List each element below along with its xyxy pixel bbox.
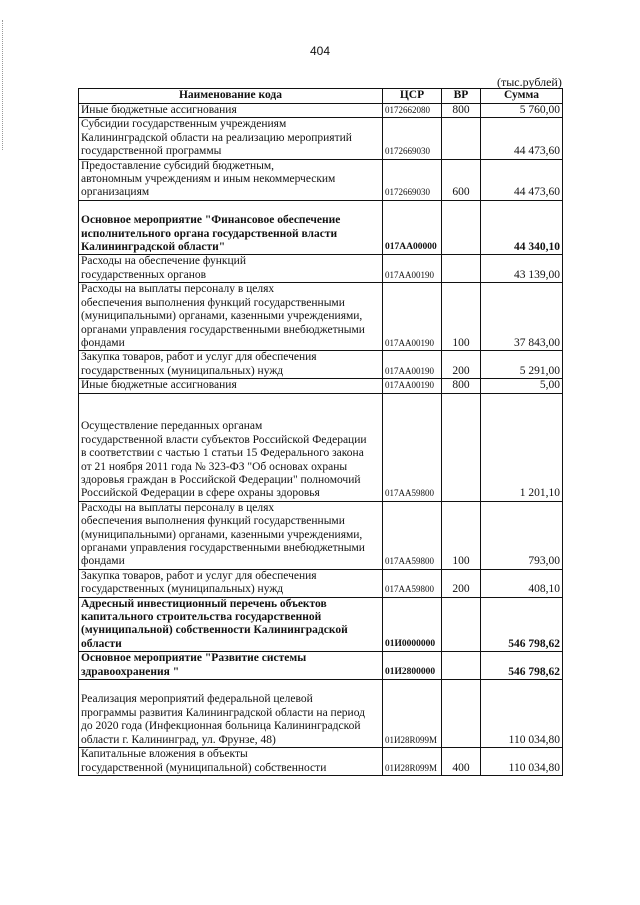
name-cell: Иные бюджетные ассигнования: [79, 104, 383, 118]
vr-cell: 200: [442, 351, 481, 379]
vr-cell: 600: [442, 159, 481, 200]
table-row: [79, 597, 563, 652]
table-row: [79, 569, 563, 597]
csr-cell: 017АА00190: [383, 283, 442, 351]
vr-cell: [442, 255, 481, 283]
table-row: [79, 159, 563, 200]
sum-cell: 793,00: [481, 501, 563, 569]
csr-cell: 01И2800000: [383, 652, 442, 680]
name-cell: Основное мероприятие "Финансовое обеспечение исполнительного органа государственной власти Калининградской области": [79, 200, 383, 255]
name-cell: Расходы на выплаты персоналу в целях обеспечения выполнения функций государственными (муниципальными) органами, казенными учреждениями, органами управления государственными внебюджетными фондами: [79, 283, 383, 351]
unit-note: (тыс.рублей): [497, 75, 562, 89]
header-csr: ЦСР: [383, 89, 442, 104]
sum-cell: 37 843,00: [481, 283, 563, 351]
budget-table: [78, 88, 563, 776]
sum-cell: 408,10: [481, 569, 563, 597]
name-cell: Закупка товаров, работ и услуг для обеспечения государственных (муниципальных) нужд: [79, 569, 383, 597]
table-header-row: [79, 89, 563, 104]
vr-cell: [442, 680, 481, 748]
sum-cell: 1 201,10: [481, 393, 563, 501]
table-row: [79, 283, 563, 351]
name-cell: Предоставление субсидий бюджетным, автономным учреждениям и иным некоммерческим организациям: [79, 159, 383, 200]
sum-cell: 110 034,80: [481, 680, 563, 748]
csr-cell: 0172669030: [383, 159, 442, 200]
table-row: [79, 652, 563, 680]
table-body: [79, 104, 563, 776]
name-cell: Осуществление переданных органам государственной власти субъектов Российской Федерации в соответствии с частью 1 статьи 15 Федерального закона от 21 ноября 2011 года № 323-ФЗ "Об основах охраны здоровья граждан в Российской Федерации" полномочий Российской Федерации в сфере охраны здоровья: [79, 393, 383, 501]
vr-cell: 800: [442, 104, 481, 118]
name-cell: Реализация мероприятий федеральной целевой программы развития Калининградской области на период до 2020 года (Инфекционная больница Калининградской области г. Калининград, ул. Фрунзе, 48): [79, 680, 383, 748]
vr-cell: 100: [442, 283, 481, 351]
sum-cell: 546 798,62: [481, 652, 563, 680]
header-name: Наименование кода: [79, 89, 383, 104]
sum-cell: 44 473,60: [481, 118, 563, 159]
name-cell: Капитальные вложения в объекты государственной (муниципальной) собственности: [79, 748, 383, 776]
table-row: [79, 351, 563, 379]
csr-cell: 01И28R099М: [383, 748, 442, 776]
sum-cell: 5 760,00: [481, 104, 563, 118]
csr-cell: 0172669030: [383, 118, 442, 159]
csr-cell: 01И28R099М: [383, 680, 442, 748]
csr-cell: 017АА59800: [383, 393, 442, 501]
name-cell: Расходы на выплаты персоналу в целях обеспечения выполнения функций государственными (муниципальными) органами, казенными учреждениями, органами управления государственными внебюджетными фондами: [79, 501, 383, 569]
csr-cell: 017АА00000: [383, 200, 442, 255]
header-sum: Сумма: [481, 89, 563, 104]
table-row: [79, 501, 563, 569]
csr-cell: 01И0000000: [383, 597, 442, 652]
csr-cell: 017АА59800: [383, 569, 442, 597]
table-row: [79, 379, 563, 393]
vr-cell: [442, 200, 481, 255]
vr-cell: 400: [442, 748, 481, 776]
vr-cell: 800: [442, 379, 481, 393]
vr-cell: 100: [442, 501, 481, 569]
csr-cell: 0172662080: [383, 104, 442, 118]
name-cell: Адресный инвестиционный перечень объектов капитального строительства государственной (муниципальной) собственности Калининградской области: [79, 597, 383, 652]
scan-margin-dots: [2, 20, 4, 150]
vr-cell: [442, 597, 481, 652]
sum-cell: 44 473,60: [481, 159, 563, 200]
vr-cell: [442, 652, 481, 680]
sum-cell: 546 798,62: [481, 597, 563, 652]
csr-cell: 017АА00190: [383, 351, 442, 379]
table-row: [79, 255, 563, 283]
page-number: 404: [309, 44, 331, 58]
name-cell: Закупка товаров, работ и услуг для обеспечения государственных (муниципальных) нужд: [79, 351, 383, 379]
table-row: [79, 118, 563, 159]
csr-cell: 017АА00190: [383, 379, 442, 393]
sum-cell: 5 291,00: [481, 351, 563, 379]
sum-cell: 5,00: [481, 379, 563, 393]
name-cell: Иные бюджетные ассигнования: [79, 379, 383, 393]
table-row: [79, 748, 563, 776]
table-row: [79, 200, 563, 255]
sum-cell: 44 340,10: [481, 200, 563, 255]
csr-cell: 017АА00190: [383, 255, 442, 283]
csr-cell: 017АА59800: [383, 501, 442, 569]
name-cell: Субсидии государственным учреждениям Калининградской области на реализацию мероприятий государственной программы: [79, 118, 383, 159]
name-cell: Расходы на обеспечение функций государственных органов: [79, 255, 383, 283]
table-row: [79, 104, 563, 118]
table-row: [79, 393, 563, 501]
sum-cell: 110 034,80: [481, 748, 563, 776]
vr-cell: [442, 118, 481, 159]
name-cell: Основное мероприятие "Развитие системы здравоохранения ": [79, 652, 383, 680]
vr-cell: 200: [442, 569, 481, 597]
table-row: [79, 680, 563, 748]
vr-cell: [442, 393, 481, 501]
sum-cell: 43 139,00: [481, 255, 563, 283]
header-vr: ВР: [442, 89, 481, 104]
